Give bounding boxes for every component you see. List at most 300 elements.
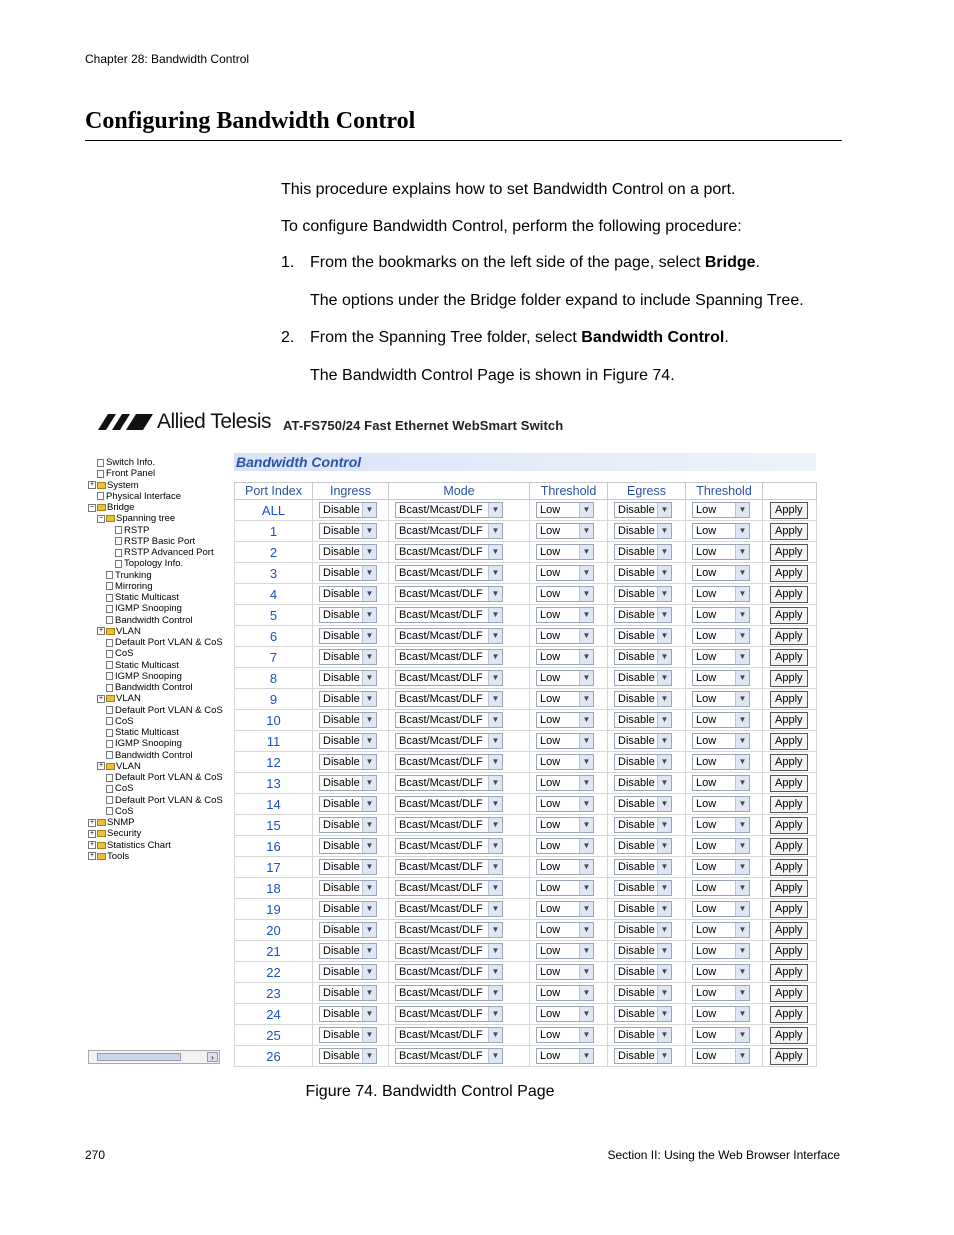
chevron-down-icon[interactable]: ▼ — [579, 902, 593, 916]
egress-threshold-select[interactable] — [692, 544, 750, 560]
mode-select[interactable] — [395, 502, 503, 518]
apply-button[interactable]: Apply — [770, 880, 808, 897]
egress-threshold-select[interactable] — [692, 670, 750, 686]
chevron-down-icon[interactable]: ▼ — [362, 944, 376, 958]
chevron-down-icon[interactable]: ▼ — [488, 839, 502, 853]
chevron-down-icon[interactable]: ▼ — [362, 776, 376, 790]
ingress-select[interactable] — [319, 1048, 377, 1064]
apply-button[interactable]: Apply — [770, 754, 808, 771]
tree-item[interactable] — [106, 525, 149, 536]
chevron-down-icon[interactable]: ▼ — [362, 902, 376, 916]
ingress-threshold-select[interactable] — [536, 817, 594, 833]
chevron-down-icon[interactable]: ▼ — [579, 524, 593, 538]
tree-item[interactable] — [88, 480, 139, 491]
chevron-down-icon[interactable]: ▼ — [362, 965, 376, 979]
tree-item[interactable] — [88, 502, 134, 513]
ingress-select[interactable] — [319, 817, 377, 833]
chevron-down-icon[interactable]: ▼ — [579, 608, 593, 622]
expand-icon[interactable]: + — [89, 829, 95, 837]
chevron-down-icon[interactable]: ▼ — [657, 1007, 671, 1021]
ingress-threshold-select[interactable] — [536, 691, 594, 707]
chevron-down-icon[interactable]: ▼ — [657, 545, 671, 559]
mode-select[interactable] — [395, 943, 503, 959]
mode-select[interactable] — [395, 733, 503, 749]
chevron-down-icon[interactable]: ▼ — [657, 503, 671, 517]
tree-item[interactable] — [97, 660, 179, 671]
chevron-down-icon[interactable]: ▼ — [362, 671, 376, 685]
tree-item[interactable] — [97, 705, 223, 716]
ingress-select[interactable] — [319, 838, 377, 854]
egress-select[interactable] — [614, 607, 672, 623]
chevron-down-icon[interactable]: ▼ — [657, 524, 671, 538]
egress-threshold-select[interactable] — [692, 796, 750, 812]
chevron-down-icon[interactable]: ▼ — [579, 503, 593, 517]
chevron-down-icon[interactable]: ▼ — [362, 1007, 376, 1021]
chevron-down-icon[interactable]: ▼ — [362, 923, 376, 937]
expand-icon[interactable]: + — [89, 481, 95, 488]
mode-select[interactable] — [395, 1006, 503, 1022]
chevron-down-icon[interactable]: ▼ — [579, 650, 593, 664]
egress-select[interactable] — [614, 733, 672, 749]
chevron-down-icon[interactable]: ▼ — [362, 839, 376, 853]
tree-horizontal-scrollbar[interactable] — [88, 1050, 220, 1064]
ingress-select[interactable] — [319, 691, 377, 707]
chevron-down-icon[interactable]: ▼ — [735, 839, 749, 853]
egress-threshold-select[interactable] — [692, 1006, 750, 1022]
chevron-down-icon[interactable]: ▼ — [362, 860, 376, 874]
ingress-threshold-select[interactable] — [536, 607, 594, 623]
egress-select[interactable] — [614, 1027, 672, 1043]
expand-icon[interactable]: + — [89, 841, 95, 848]
egress-threshold-select[interactable] — [692, 985, 750, 1001]
chevron-down-icon[interactable]: ▼ — [657, 839, 671, 853]
chevron-down-icon[interactable]: ▼ — [579, 734, 593, 748]
tree-item[interactable] — [97, 592, 179, 603]
chevron-down-icon[interactable]: ▼ — [579, 566, 593, 580]
tree-item[interactable] — [97, 738, 182, 749]
ingress-threshold-select[interactable] — [536, 838, 594, 854]
chevron-down-icon[interactable]: ▼ — [735, 923, 749, 937]
egress-select[interactable] — [614, 670, 672, 686]
chevron-down-icon[interactable]: ▼ — [657, 587, 671, 601]
apply-button[interactable]: Apply — [770, 985, 808, 1002]
egress-threshold-select[interactable] — [692, 817, 750, 833]
chevron-down-icon[interactable]: ▼ — [657, 965, 671, 979]
chevron-down-icon[interactable]: ▼ — [657, 797, 671, 811]
apply-button[interactable]: Apply — [770, 649, 808, 666]
apply-button[interactable]: Apply — [770, 775, 808, 792]
chevron-down-icon[interactable]: ▼ — [735, 881, 749, 895]
chevron-down-icon[interactable]: ▼ — [657, 776, 671, 790]
chevron-down-icon[interactable]: ▼ — [579, 713, 593, 727]
chevron-down-icon[interactable]: ▼ — [362, 986, 376, 1000]
chevron-down-icon[interactable]: ▼ — [735, 629, 749, 643]
egress-threshold-select[interactable] — [692, 922, 750, 938]
chevron-down-icon[interactable]: ▼ — [362, 608, 376, 622]
ingress-threshold-select[interactable] — [536, 775, 594, 791]
chevron-down-icon[interactable]: ▼ — [488, 860, 502, 874]
chevron-down-icon[interactable]: ▼ — [657, 986, 671, 1000]
mode-select[interactable] — [395, 985, 503, 1001]
chevron-down-icon[interactable]: ▼ — [579, 692, 593, 706]
chevron-down-icon[interactable]: ▼ — [488, 587, 502, 601]
collapse-icon[interactable]: − — [98, 514, 104, 522]
ingress-threshold-select[interactable] — [536, 901, 594, 917]
chevron-down-icon[interactable]: ▼ — [735, 524, 749, 538]
apply-button[interactable]: Apply — [770, 1006, 808, 1023]
mode-select[interactable] — [395, 880, 503, 896]
ingress-threshold-select[interactable] — [536, 523, 594, 539]
ingress-threshold-select[interactable] — [536, 733, 594, 749]
tree-item[interactable] — [97, 626, 141, 637]
chevron-down-icon[interactable]: ▼ — [657, 923, 671, 937]
apply-button[interactable]: Apply — [770, 859, 808, 876]
apply-button[interactable]: Apply — [770, 922, 808, 939]
chevron-down-icon[interactable]: ▼ — [579, 1049, 593, 1063]
egress-select[interactable] — [614, 817, 672, 833]
chevron-down-icon[interactable]: ▼ — [735, 755, 749, 769]
egress-select[interactable] — [614, 649, 672, 665]
egress-threshold-select[interactable] — [692, 502, 750, 518]
chevron-down-icon[interactable]: ▼ — [362, 713, 376, 727]
chevron-down-icon[interactable]: ▼ — [579, 671, 593, 685]
chevron-down-icon[interactable]: ▼ — [488, 881, 502, 895]
tree-item[interactable] — [97, 603, 182, 614]
tree-item[interactable] — [97, 648, 133, 659]
apply-button[interactable]: Apply — [770, 628, 808, 645]
apply-button[interactable]: Apply — [770, 838, 808, 855]
chevron-down-icon[interactable]: ▼ — [362, 587, 376, 601]
ingress-threshold-select[interactable] — [536, 1027, 594, 1043]
chevron-down-icon[interactable]: ▼ — [735, 944, 749, 958]
apply-button[interactable]: Apply — [770, 964, 808, 981]
chevron-down-icon[interactable]: ▼ — [579, 587, 593, 601]
tree-item[interactable] — [97, 682, 193, 693]
egress-threshold-select[interactable] — [692, 901, 750, 917]
chevron-down-icon[interactable]: ▼ — [488, 755, 502, 769]
egress-threshold-select[interactable] — [692, 964, 750, 980]
mode-select[interactable] — [395, 838, 503, 854]
chevron-down-icon[interactable]: ▼ — [657, 629, 671, 643]
chevron-down-icon[interactable]: ▼ — [657, 713, 671, 727]
scroll-right-icon[interactable]: › — [207, 1052, 218, 1062]
chevron-down-icon[interactable]: ▼ — [362, 881, 376, 895]
ingress-select[interactable] — [319, 712, 377, 728]
ingress-threshold-select[interactable] — [536, 754, 594, 770]
tree-item[interactable] — [97, 637, 223, 648]
chevron-down-icon[interactable]: ▼ — [735, 692, 749, 706]
chevron-down-icon[interactable]: ▼ — [362, 524, 376, 538]
chevron-down-icon[interactable]: ▼ — [579, 986, 593, 1000]
mode-select[interactable] — [395, 754, 503, 770]
chevron-down-icon[interactable]: ▼ — [657, 692, 671, 706]
ingress-select[interactable] — [319, 859, 377, 875]
ingress-threshold-select[interactable] — [536, 712, 594, 728]
chevron-down-icon[interactable]: ▼ — [579, 755, 593, 769]
chevron-down-icon[interactable]: ▼ — [657, 818, 671, 832]
chevron-down-icon[interactable]: ▼ — [488, 944, 502, 958]
chevron-down-icon[interactable]: ▼ — [735, 1028, 749, 1042]
ingress-select[interactable] — [319, 670, 377, 686]
ingress-threshold-select[interactable] — [536, 964, 594, 980]
chevron-down-icon[interactable]: ▼ — [362, 1049, 376, 1063]
mode-select[interactable] — [395, 607, 503, 623]
chevron-down-icon[interactable]: ▼ — [657, 1049, 671, 1063]
egress-threshold-select[interactable] — [692, 880, 750, 896]
tree-item[interactable] — [88, 491, 181, 502]
chevron-down-icon[interactable]: ▼ — [735, 1007, 749, 1021]
chevron-down-icon[interactable]: ▼ — [488, 965, 502, 979]
tree-item[interactable] — [88, 828, 141, 839]
chevron-down-icon[interactable]: ▼ — [735, 986, 749, 1000]
ingress-threshold-select[interactable] — [536, 670, 594, 686]
mode-select[interactable] — [395, 670, 503, 686]
chevron-down-icon[interactable]: ▼ — [488, 776, 502, 790]
chevron-down-icon[interactable]: ▼ — [657, 566, 671, 580]
ingress-threshold-select[interactable] — [536, 922, 594, 938]
chevron-down-icon[interactable]: ▼ — [735, 965, 749, 979]
egress-select[interactable] — [614, 586, 672, 602]
chevron-down-icon[interactable]: ▼ — [579, 629, 593, 643]
egress-threshold-select[interactable] — [692, 712, 750, 728]
ingress-select[interactable] — [319, 649, 377, 665]
apply-button[interactable]: Apply — [770, 670, 808, 687]
apply-button[interactable]: Apply — [770, 586, 808, 603]
tree-item[interactable] — [97, 716, 133, 727]
expand-icon[interactable]: + — [98, 627, 104, 635]
chevron-down-icon[interactable]: ▼ — [488, 524, 502, 538]
tree-item[interactable] — [97, 761, 141, 772]
chevron-down-icon[interactable]: ▼ — [657, 944, 671, 958]
egress-select[interactable] — [614, 964, 672, 980]
egress-threshold-select[interactable] — [692, 628, 750, 644]
chevron-down-icon[interactable]: ▼ — [362, 755, 376, 769]
chevron-down-icon[interactable]: ▼ — [579, 1007, 593, 1021]
ingress-threshold-select[interactable] — [536, 586, 594, 602]
chevron-down-icon[interactable]: ▼ — [735, 566, 749, 580]
chevron-down-icon[interactable]: ▼ — [488, 734, 502, 748]
chevron-down-icon[interactable]: ▼ — [735, 650, 749, 664]
mode-select[interactable] — [395, 1048, 503, 1064]
tree-item[interactable] — [88, 817, 134, 828]
chevron-down-icon[interactable]: ▼ — [657, 734, 671, 748]
chevron-down-icon[interactable]: ▼ — [735, 587, 749, 601]
chevron-down-icon[interactable]: ▼ — [579, 944, 593, 958]
apply-button[interactable]: Apply — [770, 1048, 808, 1065]
ingress-select[interactable] — [319, 775, 377, 791]
egress-select[interactable] — [614, 775, 672, 791]
chevron-down-icon[interactable]: ▼ — [488, 503, 502, 517]
chevron-down-icon[interactable]: ▼ — [488, 566, 502, 580]
tree-item[interactable] — [106, 547, 214, 558]
chevron-down-icon[interactable]: ▼ — [488, 545, 502, 559]
tree-item[interactable] — [97, 570, 152, 581]
ingress-select[interactable] — [319, 985, 377, 1001]
egress-threshold-select[interactable] — [692, 943, 750, 959]
apply-button[interactable]: Apply — [770, 1027, 808, 1044]
egress-threshold-select[interactable] — [692, 859, 750, 875]
tree-item[interactable] — [97, 615, 193, 626]
ingress-select[interactable] — [319, 754, 377, 770]
tree-item[interactable] — [97, 783, 133, 794]
mode-select[interactable] — [395, 859, 503, 875]
mode-select[interactable] — [395, 922, 503, 938]
tree-item[interactable] — [97, 795, 223, 806]
chevron-down-icon[interactable]: ▼ — [735, 797, 749, 811]
chevron-down-icon[interactable]: ▼ — [488, 692, 502, 706]
apply-button[interactable]: Apply — [770, 796, 808, 813]
ingress-select[interactable] — [319, 964, 377, 980]
ingress-threshold-select[interactable] — [536, 880, 594, 896]
mode-select[interactable] — [395, 1027, 503, 1043]
mode-select[interactable] — [395, 775, 503, 791]
mode-select[interactable] — [395, 649, 503, 665]
apply-button[interactable]: Apply — [770, 712, 808, 729]
mode-select[interactable] — [395, 691, 503, 707]
ingress-select[interactable] — [319, 943, 377, 959]
tree-item[interactable] — [97, 750, 193, 761]
scrollbar-thumb[interactable] — [97, 1053, 181, 1061]
chevron-down-icon[interactable]: ▼ — [735, 776, 749, 790]
egress-select[interactable] — [614, 523, 672, 539]
tree-item[interactable] — [97, 772, 223, 783]
chevron-down-icon[interactable]: ▼ — [488, 797, 502, 811]
egress-threshold-select[interactable] — [692, 838, 750, 854]
chevron-down-icon[interactable]: ▼ — [579, 923, 593, 937]
chevron-down-icon[interactable]: ▼ — [488, 818, 502, 832]
apply-button[interactable]: Apply — [770, 544, 808, 561]
ingress-select[interactable] — [319, 586, 377, 602]
chevron-down-icon[interactable]: ▼ — [362, 734, 376, 748]
mode-select[interactable] — [395, 901, 503, 917]
ingress-threshold-select[interactable] — [536, 796, 594, 812]
egress-threshold-select[interactable] — [692, 523, 750, 539]
egress-threshold-select[interactable] — [692, 775, 750, 791]
tree-item[interactable] — [97, 513, 175, 524]
collapse-icon[interactable]: − — [89, 503, 95, 511]
chevron-down-icon[interactable]: ▼ — [362, 503, 376, 517]
chevron-down-icon[interactable]: ▼ — [488, 1028, 502, 1042]
egress-select[interactable] — [614, 901, 672, 917]
ingress-select[interactable] — [319, 880, 377, 896]
expand-icon[interactable]: + — [98, 762, 104, 770]
ingress-select[interactable] — [319, 502, 377, 518]
egress-threshold-select[interactable] — [692, 1027, 750, 1043]
ingress-select[interactable] — [319, 733, 377, 749]
mode-select[interactable] — [395, 712, 503, 728]
ingress-threshold-select[interactable] — [536, 943, 594, 959]
chevron-down-icon[interactable]: ▼ — [579, 860, 593, 874]
egress-select[interactable] — [614, 985, 672, 1001]
chevron-down-icon[interactable]: ▼ — [579, 965, 593, 979]
egress-threshold-select[interactable] — [692, 607, 750, 623]
chevron-down-icon[interactable]: ▼ — [488, 923, 502, 937]
apply-button[interactable]: Apply — [770, 817, 808, 834]
tree-item[interactable] — [97, 806, 133, 817]
tree-item[interactable] — [97, 671, 182, 682]
egress-select[interactable] — [614, 1006, 672, 1022]
chevron-down-icon[interactable]: ▼ — [657, 755, 671, 769]
ingress-select[interactable] — [319, 565, 377, 581]
chevron-down-icon[interactable]: ▼ — [657, 650, 671, 664]
egress-select[interactable] — [614, 1048, 672, 1064]
chevron-down-icon[interactable]: ▼ — [362, 629, 376, 643]
egress-select[interactable] — [614, 628, 672, 644]
ingress-threshold-select[interactable] — [536, 502, 594, 518]
egress-select[interactable] — [614, 712, 672, 728]
chevron-down-icon[interactable]: ▼ — [488, 650, 502, 664]
ingress-threshold-select[interactable] — [536, 1006, 594, 1022]
egress-select[interactable] — [614, 754, 672, 770]
ingress-threshold-select[interactable] — [536, 649, 594, 665]
mode-select[interactable] — [395, 817, 503, 833]
chevron-down-icon[interactable]: ▼ — [735, 902, 749, 916]
chevron-down-icon[interactable]: ▼ — [579, 1028, 593, 1042]
tree-item[interactable] — [88, 457, 155, 468]
mode-select[interactable] — [395, 523, 503, 539]
chevron-down-icon[interactable]: ▼ — [362, 545, 376, 559]
apply-button[interactable]: Apply — [770, 691, 808, 708]
chevron-down-icon[interactable]: ▼ — [735, 503, 749, 517]
chevron-down-icon[interactable]: ▼ — [488, 713, 502, 727]
tree-item[interactable] — [97, 727, 179, 738]
tree-item[interactable] — [97, 581, 152, 592]
chevron-down-icon[interactable]: ▼ — [488, 1049, 502, 1063]
chevron-down-icon[interactable]: ▼ — [735, 1049, 749, 1063]
egress-threshold-select[interactable] — [692, 733, 750, 749]
chevron-down-icon[interactable]: ▼ — [735, 671, 749, 685]
ingress-threshold-select[interactable] — [536, 544, 594, 560]
mode-select[interactable] — [395, 544, 503, 560]
chevron-down-icon[interactable]: ▼ — [488, 1007, 502, 1021]
chevron-down-icon[interactable]: ▼ — [657, 671, 671, 685]
chevron-down-icon[interactable]: ▼ — [362, 797, 376, 811]
egress-select[interactable] — [614, 943, 672, 959]
mode-select[interactable] — [395, 796, 503, 812]
ingress-threshold-select[interactable] — [536, 565, 594, 581]
ingress-select[interactable] — [319, 901, 377, 917]
apply-button[interactable]: Apply — [770, 607, 808, 624]
mode-select[interactable] — [395, 628, 503, 644]
ingress-threshold-select[interactable] — [536, 628, 594, 644]
mode-select[interactable] — [395, 586, 503, 602]
apply-button[interactable]: Apply — [770, 502, 808, 519]
expand-icon[interactable]: + — [89, 852, 95, 860]
chevron-down-icon[interactable]: ▼ — [735, 545, 749, 559]
ingress-threshold-select[interactable] — [536, 1048, 594, 1064]
chevron-down-icon[interactable]: ▼ — [735, 818, 749, 832]
tree-item[interactable] — [106, 536, 195, 547]
egress-select[interactable] — [614, 922, 672, 938]
tree-item[interactable] — [88, 840, 171, 851]
apply-button[interactable]: Apply — [770, 733, 808, 750]
chevron-down-icon[interactable]: ▼ — [579, 545, 593, 559]
chevron-down-icon[interactable]: ▼ — [362, 1028, 376, 1042]
expand-icon[interactable]: + — [89, 818, 95, 826]
ingress-select[interactable] — [319, 523, 377, 539]
ingress-select[interactable] — [319, 922, 377, 938]
egress-select[interactable] — [614, 502, 672, 518]
chevron-down-icon[interactable]: ▼ — [579, 881, 593, 895]
chevron-down-icon[interactable]: ▼ — [488, 671, 502, 685]
chevron-down-icon[interactable]: ▼ — [579, 818, 593, 832]
egress-threshold-select[interactable] — [692, 691, 750, 707]
tree-item[interactable] — [106, 558, 183, 569]
chevron-down-icon[interactable]: ▼ — [657, 902, 671, 916]
egress-select[interactable] — [614, 565, 672, 581]
ingress-select[interactable] — [319, 607, 377, 623]
tree-item[interactable] — [97, 693, 141, 704]
